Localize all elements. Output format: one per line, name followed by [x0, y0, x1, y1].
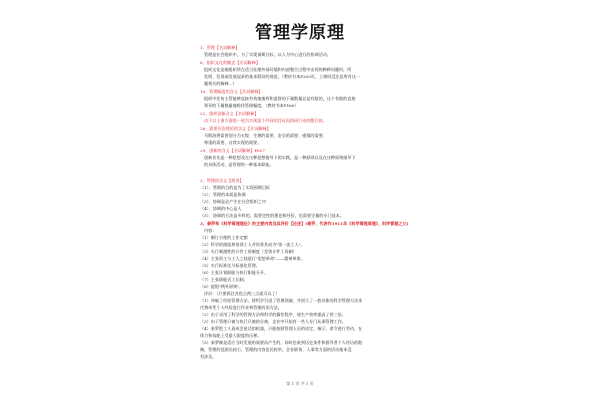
definition-heading: 16、管理幅度的含义【名词解释】: [200, 89, 263, 94]
definition-heading: 29、创新的含义【名词解释】P627: [200, 148, 265, 153]
definition-text: 由于以上诸方面的一致为实现某个共同的目标而协同行动的整合体。: [204, 118, 327, 123]
definition-section: [200, 88, 422, 109]
definition-heading: 26、需要层次理论的含义【名词解释】: [200, 126, 271, 131]
list-item: 代替单凭个人经验进行作业和管理的旧方法。: [200, 305, 282, 310]
list-item: 体力和技能上受最大限度的压榨。: [200, 333, 262, 338]
list-item: （7）主张职能式工长制。: [200, 277, 248, 282]
page-title: 管理学原理: [255, 23, 345, 43]
list-item: （5）泰罗制是适应当时发展的需要而产生的，同时也收到历史条件和倡导者个人经历的限: [200, 340, 363, 345]
list-item: （8）提倡"例外原则"。: [200, 284, 244, 289]
list-item: （4）泰罗把工人看成会说话的机器，只能按照管理人员的决定、指示、命令进行劳动，在: [200, 326, 363, 331]
definition-sections: [200, 44, 422, 168]
list-item: （5）实行标准化与标准化管理。: [200, 263, 260, 268]
definition-text: 尊重的需要、自我实现的需要。: [204, 140, 262, 145]
list-item: （1）、管理的目的是为了实现预期目标: [200, 185, 271, 190]
definition-text: 发明、发现或发展起来的基本假设的规范。（教材书本P203页，上课时没注意所有这一: [204, 74, 360, 79]
evaluation-label: 评价：（只要抓住其优点两三点就可以了）: [204, 291, 280, 296]
content-label: 内容：: [204, 228, 217, 233]
content-list: [200, 234, 422, 290]
section-taylor: [200, 220, 422, 360]
list-item: 制，管理的范围比较小，管理的内容也比较窄，企业职务，人事等方面的活动基本没: [200, 347, 352, 352]
spacer: [200, 169, 422, 177]
definition-text: 组织中任何主管能够直接有效地指挥和监督的下属数量总是有限的，这个有限的直接: [204, 96, 356, 101]
definition-section: [200, 110, 422, 124]
section-heading: 3、泰罗和《科学管理理论》的主要内容及其评价【论述】(泰罗，代表作1911年《科学管理原理》，科学管理之父): [200, 221, 409, 226]
section-list: [200, 184, 422, 219]
list-item: （1）冲破了经验管理方法，将科学引进了管理领域，并创立了一套具体的科学管理方法来: [200, 298, 363, 303]
document-body: [200, 44, 422, 361]
definition-section: [200, 147, 422, 168]
definition-text: 管理是社会组织中，为了实现预期目标，以人为中心进行的协调活动。: [204, 52, 331, 57]
definition-text: 组织文化是指组织所在适当处理外部环境和内部整合过程中出现的种种问题时，所: [204, 67, 352, 72]
section-heading: 2、管理的含义【简答】: [200, 178, 244, 183]
definition-heading: 1、管理【名词解释】: [200, 45, 240, 50]
list-item: （2）科学的挑选和培训工人并培养其成为"第一流工人"。: [200, 242, 305, 247]
definition-heading: 22、组织创新含义【名词解释】: [200, 111, 259, 116]
list-item: （3）实行刺激性的计件工资制度（差别计件工资制）: [200, 249, 297, 254]
page-footer: 第 1 页 共 1 页: [286, 381, 314, 386]
definition-section: [200, 44, 422, 58]
list-item: （2）、管理的本质是协调: [200, 192, 246, 197]
list-item: （6）主张计划职能与执行职能分开。: [200, 270, 269, 275]
list-item: （4）主张资主与工人之间进行"思想革命"——精神革命。: [200, 256, 305, 261]
definition-heading: 6、组织文化的概念【名词解释】: [200, 60, 260, 65]
definition-text: 马斯洛将需要划分为五级：生理的需要、安全的需要、感情的需要、: [204, 133, 327, 138]
list-item: （5）、协调的方法是多样的，需要定性的理论和经验，也需要定量的专门技术。: [200, 213, 344, 218]
list-item: 有涉及。: [200, 354, 217, 359]
evaluation-list: [200, 297, 422, 360]
list-item: （2）由于采用了科学的管理方法和科学的操作程序，使生产效率提高了两三倍。: [200, 312, 346, 317]
definition-text: 创新首先是一种思想及在这种思想指导下的实践，是一种原则以及在这种原则指导下: [204, 155, 356, 160]
list-item: （4）、协调的中心是人: [200, 206, 242, 211]
definition-text: 题相关的解释…）: [204, 81, 237, 86]
definition-text: 的具体活动，是管理的一种基本职能。: [204, 162, 274, 167]
definition-section: [200, 59, 422, 87]
list-item: （3）、协调是必产生在社会组织之中: [200, 199, 267, 204]
list-item: （1）制订合理的工作定额: [200, 235, 248, 240]
list-item: （3）由于管理只被与执行只被的分离，企业中开始有一些人专门从事管理工作。: [200, 319, 346, 324]
definition-section: [200, 125, 422, 146]
definition-text: 领导的下属数量被称作管理幅度。（教材书本P160）: [204, 103, 299, 108]
section-management-meaning: [200, 177, 422, 219]
